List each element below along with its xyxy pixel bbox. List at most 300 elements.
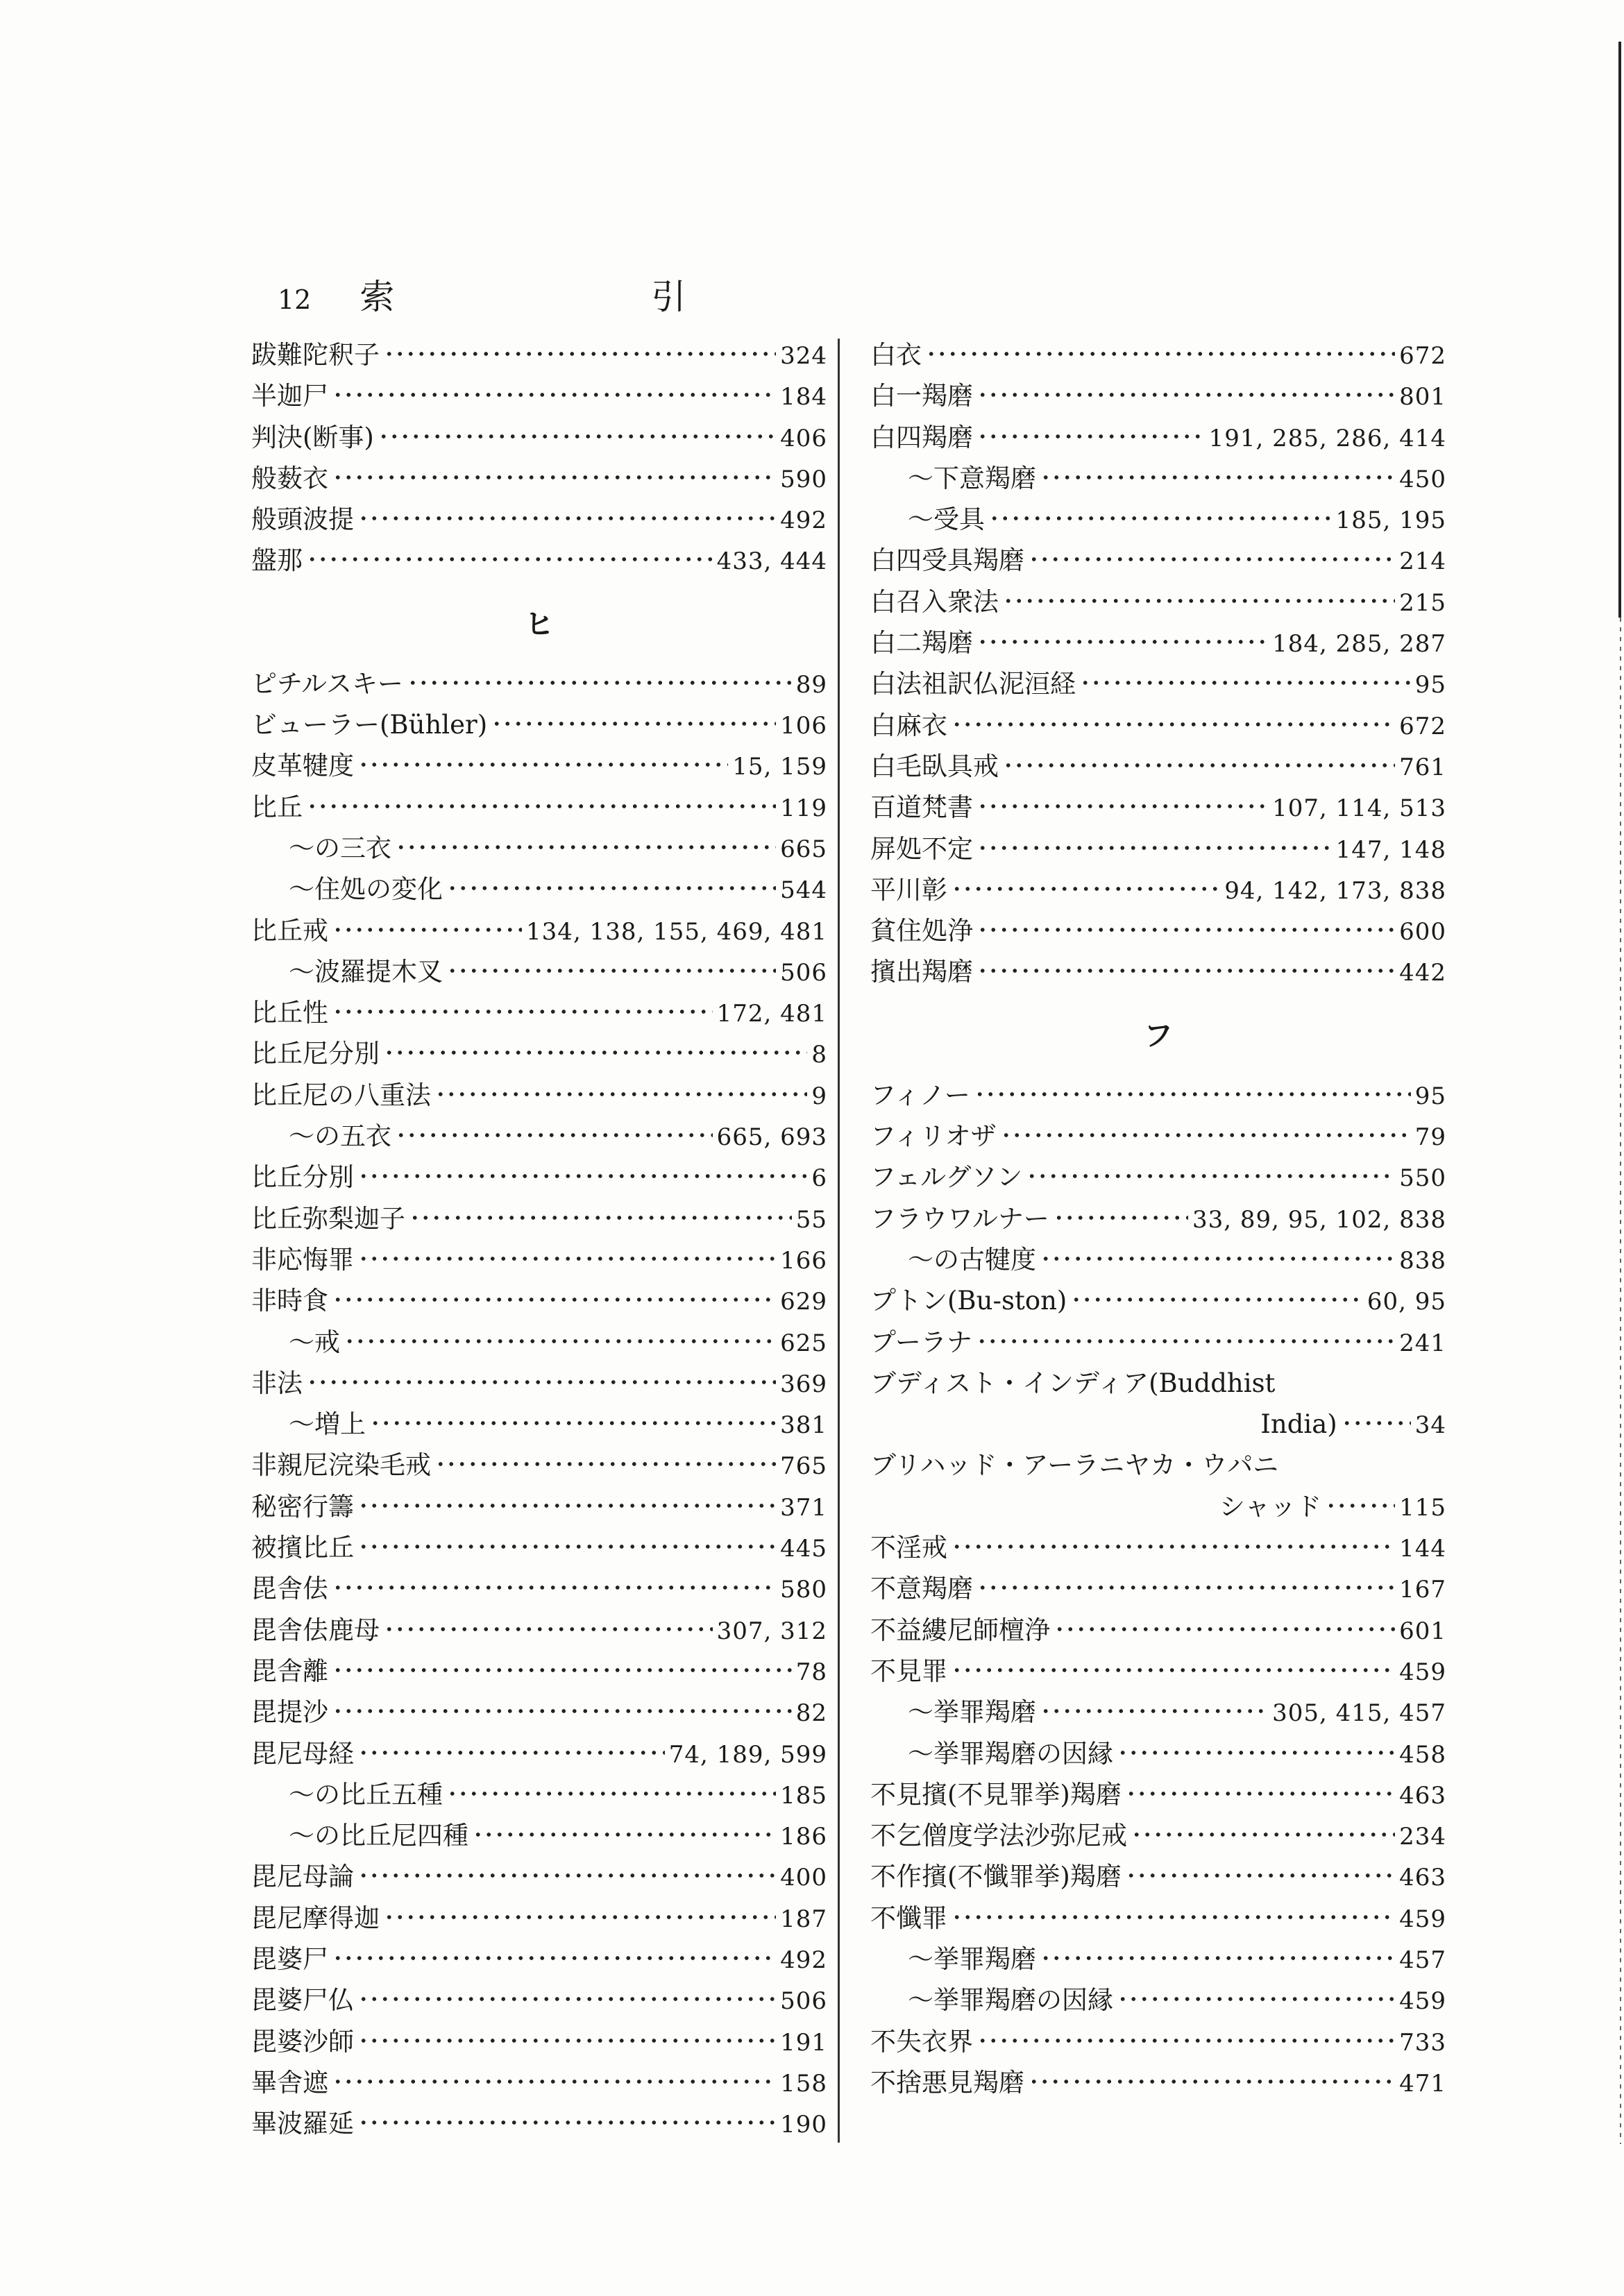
column-divider xyxy=(838,339,840,2143)
leader-dots xyxy=(977,926,1395,934)
entry-pages: 672 xyxy=(1399,712,1446,740)
leader-dots xyxy=(951,1666,1395,1674)
index-entry xyxy=(251,2103,827,2144)
entry-pages: 629 xyxy=(780,1288,827,1316)
entry-pages: 371 xyxy=(780,1493,827,1522)
entry-term: ～挙罪羯磨の因縁 xyxy=(908,1985,1113,2016)
entry-pages: 9 xyxy=(811,1082,827,1110)
entry-pages: 459 xyxy=(1399,1658,1446,1686)
entry-term: 畢舎遮 xyxy=(251,2067,328,2098)
entry-term: フィノー xyxy=(870,1080,970,1110)
entry-pages: 184, 285, 287 xyxy=(1272,630,1446,658)
leader-dots xyxy=(384,1048,807,1057)
index-entry xyxy=(870,869,1446,910)
index-entry xyxy=(251,1980,827,2021)
section-heading: ヒ xyxy=(524,606,554,641)
leader-dots xyxy=(358,2036,776,2045)
leader-dots xyxy=(951,885,1220,893)
entry-pages: 733 xyxy=(1399,2028,1446,2057)
leader-dots xyxy=(358,2118,776,2127)
leader-dots xyxy=(332,1295,776,1304)
index-entry xyxy=(251,417,827,458)
leader-dots xyxy=(1029,2077,1395,2086)
entry-term: 不益縷尼師檀浄 xyxy=(870,1615,1050,1645)
entry-term: ～増上 xyxy=(289,1409,366,1440)
entry-pages: 459 xyxy=(1399,1987,1446,2016)
leader-dots xyxy=(358,514,776,522)
index-entry xyxy=(870,1527,1446,1568)
entry-pages: 79 xyxy=(1414,1123,1446,1152)
leader-dots xyxy=(435,1460,776,1468)
entry-pages: 445 xyxy=(780,1535,827,1563)
entry-pages: 185, 195 xyxy=(1335,507,1446,535)
entry-pages: 186 xyxy=(780,1823,827,1851)
leader-dots xyxy=(358,1542,776,1551)
entry-pages: 406 xyxy=(780,424,827,452)
entry-pages: 234 xyxy=(1399,1823,1446,1851)
entry-pages: 672 xyxy=(1399,342,1446,370)
entry-term: 擯出羯磨 xyxy=(870,957,973,987)
entry-term: ビューラー(Bühler) xyxy=(251,710,488,740)
entry-pages: 457 xyxy=(1399,1946,1446,1974)
entry-term: 畢波羅延 xyxy=(251,2109,354,2139)
index-entry xyxy=(870,2021,1446,2062)
page-edge-line xyxy=(1618,42,1621,618)
entry-term: 皮革犍度 xyxy=(251,751,354,781)
entry-term: 白衣 xyxy=(870,340,922,370)
leader-dots xyxy=(491,720,776,728)
leader-dots xyxy=(396,843,776,851)
entry-pages: 185 xyxy=(780,1781,827,1810)
leader-dots xyxy=(358,1172,807,1180)
entry-term: 判決(断事) xyxy=(251,422,374,452)
leader-dots xyxy=(977,638,1268,646)
entry-term: ブリハッド・アーラニヤカ・ウパニ xyxy=(870,1450,1279,1481)
index-entry xyxy=(870,1815,1446,1856)
leader-dots xyxy=(435,1090,807,1098)
leader-dots xyxy=(1054,1214,1188,1222)
leader-dots xyxy=(307,555,713,563)
leader-dots xyxy=(447,967,776,975)
leader-dots xyxy=(332,1954,776,1962)
entry-pages: 305, 415, 457 xyxy=(1272,1699,1446,1728)
leader-dots xyxy=(977,802,1268,810)
entry-pages: 458 xyxy=(1399,1740,1446,1769)
entry-term: 白二羯磨 xyxy=(870,628,973,658)
leader-dots xyxy=(989,514,1332,522)
entry-pages: 665 xyxy=(780,835,827,863)
index-entry xyxy=(870,1075,1446,1116)
entry-term: 被擯比丘 xyxy=(251,1533,354,1563)
entry-pages: 625 xyxy=(780,1329,827,1357)
leader-dots xyxy=(1026,1172,1395,1180)
index-entry xyxy=(251,540,827,581)
leader-dots xyxy=(370,1419,776,1427)
index-entry xyxy=(251,2062,827,2103)
entry-pages: 665, 693 xyxy=(716,1123,827,1152)
entry-term: ～住処の変化 xyxy=(289,874,443,905)
index-entry xyxy=(251,1568,827,1609)
entry-term: 白毛臥具戒 xyxy=(870,751,999,781)
entry-pages: 241 xyxy=(1399,1329,1446,1357)
leader-dots xyxy=(977,2036,1395,2045)
entry-pages: 166 xyxy=(780,1246,827,1275)
index-subentry xyxy=(251,1116,827,1157)
entry-pages: 506 xyxy=(780,958,827,987)
leader-dots xyxy=(1131,1830,1395,1839)
leader-dots xyxy=(307,1378,776,1386)
entry-pages: 190 xyxy=(780,2111,827,2139)
index-entry xyxy=(251,2021,827,2062)
entry-pages: 119 xyxy=(780,794,827,822)
leader-dots xyxy=(332,391,776,399)
entry-pages: 167 xyxy=(1399,1576,1446,1604)
entry-term-continued: India) xyxy=(1260,1409,1337,1440)
leader-dots xyxy=(977,844,1332,852)
index-entry xyxy=(251,1856,827,1897)
leader-dots xyxy=(1126,1871,1395,1880)
leader-dots xyxy=(332,926,522,934)
entry-pages: 82 xyxy=(795,1699,827,1728)
entry-term: 般薮衣 xyxy=(251,463,328,493)
leader-dots xyxy=(977,1583,1395,1592)
entry-term: 比丘尼分別 xyxy=(251,1039,380,1069)
leader-dots xyxy=(384,350,776,358)
leader-dots xyxy=(977,391,1395,399)
index-subentry xyxy=(870,1692,1446,1733)
index-subentry xyxy=(870,1239,1446,1280)
index-entry xyxy=(251,1651,827,1692)
entry-term: 非応悔罪 xyxy=(251,1244,354,1275)
entry-term: 不懺罪 xyxy=(870,1903,947,1933)
leader-dots xyxy=(926,350,1395,358)
index-column-right xyxy=(870,334,1446,2103)
leader-dots xyxy=(1003,761,1395,769)
entry-term: 白一羯磨 xyxy=(870,381,973,411)
entry-term: ～下意羯磨 xyxy=(908,463,1036,493)
entry-pages: 765 xyxy=(780,1452,827,1481)
entry-term: ～挙罪羯磨 xyxy=(908,1944,1036,1974)
entry-term: 盤那 xyxy=(251,545,303,576)
entry-term: 不捨悪見羯磨 xyxy=(870,2067,1024,2098)
leader-dots xyxy=(974,1090,1411,1098)
index-entry xyxy=(870,375,1446,416)
index-subentry xyxy=(870,458,1446,499)
index-entry xyxy=(251,704,827,745)
index-entry xyxy=(251,1075,827,1116)
entry-pages: 107, 114, 513 xyxy=(1272,794,1446,823)
entry-pages: 15, 159 xyxy=(732,753,827,781)
entry-pages: 459 xyxy=(1399,1905,1446,1933)
index-subentry xyxy=(251,1774,827,1815)
entry-pages: 506 xyxy=(780,1987,827,2016)
entry-term: 比丘 xyxy=(251,792,303,822)
entry-pages: 191, 285, 286, 414 xyxy=(1208,424,1446,452)
leader-dots xyxy=(1040,1954,1395,1962)
index-entry xyxy=(251,1898,827,1939)
index-subentry xyxy=(251,1404,827,1445)
leader-dots xyxy=(358,760,728,769)
entry-pages: 761 xyxy=(1399,753,1446,781)
entry-pages: 601 xyxy=(1399,1617,1446,1645)
index-entry xyxy=(251,1445,827,1486)
entry-pages: 590 xyxy=(780,465,827,493)
entry-term: 白召入衆法 xyxy=(870,586,999,617)
page-header xyxy=(278,269,797,319)
entry-pages: 324 xyxy=(780,342,827,370)
entry-term: 比丘戒 xyxy=(251,915,328,946)
section-heading: フ xyxy=(1143,1018,1173,1053)
entry-term: ピチルスキー xyxy=(251,668,404,699)
entry-term: 比丘尼の八重法 xyxy=(251,1080,431,1110)
leader-dots xyxy=(384,1913,776,1921)
entry-term: 屏処不定 xyxy=(870,833,973,864)
entry-pages: 147, 148 xyxy=(1335,835,1446,864)
leader-dots xyxy=(1326,1502,1395,1510)
index-entry xyxy=(251,745,827,786)
index-entry xyxy=(251,1280,827,1321)
entry-pages: 550 xyxy=(1399,1164,1446,1193)
leader-dots xyxy=(1054,1625,1395,1633)
leader-dots xyxy=(1040,1707,1268,1715)
index-entry xyxy=(251,1198,827,1239)
index-entry xyxy=(251,1692,827,1733)
index-entry xyxy=(870,2062,1446,2103)
entry-pages: 600 xyxy=(1399,918,1446,946)
index-subentry xyxy=(870,1733,1446,1774)
entry-term: ～波羅提木叉 xyxy=(289,956,443,987)
leader-dots xyxy=(358,1995,776,2003)
entry-pages: 381 xyxy=(780,1411,827,1440)
entry-term: ～の古犍度 xyxy=(908,1244,1036,1275)
page-number: 12 xyxy=(278,284,312,315)
leader-dots xyxy=(977,432,1205,441)
entry-pages: 6 xyxy=(811,1164,827,1193)
page-edge-dashed xyxy=(1620,618,1621,2144)
leader-dots xyxy=(409,1214,792,1222)
index-entry xyxy=(870,334,1446,375)
entry-pages: 55 xyxy=(795,1205,827,1234)
index-entry xyxy=(251,375,827,416)
entry-pages: 184 xyxy=(780,383,827,411)
index-entry xyxy=(251,1363,827,1404)
entry-term: ～挙罪羯磨の因縁 xyxy=(908,1738,1113,1769)
leader-dots xyxy=(1040,1255,1395,1263)
leader-dots xyxy=(976,1337,1395,1345)
entry-term: フィリオザ xyxy=(870,1121,997,1152)
entry-pages: 134, 138, 155, 469, 481 xyxy=(526,917,827,946)
index-entry xyxy=(870,622,1446,663)
entry-term: 毘提沙 xyxy=(251,1697,328,1728)
entry-pages: 442 xyxy=(1399,959,1446,987)
index-entry xyxy=(870,1198,1446,1239)
leader-dots xyxy=(951,1542,1395,1551)
entry-term: ～の比丘尼四種 xyxy=(289,1821,468,1851)
entry-term: 平川彰 xyxy=(870,874,947,905)
entry-term: 不乞僧度学法沙弥尼戒 xyxy=(870,1821,1127,1851)
entry-term: ～の五衣 xyxy=(289,1121,391,1152)
index-entry xyxy=(870,663,1446,704)
leader-dots xyxy=(407,679,792,687)
index-subentry xyxy=(870,499,1446,540)
index-entry xyxy=(251,1486,827,1527)
index-subentry xyxy=(870,1980,1446,2021)
entry-pages: 191 xyxy=(780,2028,827,2057)
entry-pages: 400 xyxy=(780,1864,827,1892)
leader-dots xyxy=(358,1255,776,1263)
leader-dots xyxy=(1071,1295,1362,1304)
entry-pages: 544 xyxy=(780,876,827,905)
leader-dots xyxy=(951,720,1395,729)
entry-pages: 215 xyxy=(1399,588,1446,617)
leader-dots xyxy=(332,2077,776,2086)
index-subentry xyxy=(251,1815,827,1856)
index-entry xyxy=(251,787,827,828)
index-entry xyxy=(870,540,1446,581)
leader-dots xyxy=(1040,473,1395,482)
entry-term: 非法 xyxy=(251,1368,303,1398)
entry-term-continued: シャッド xyxy=(1219,1491,1322,1522)
entry-term: 半迦尸 xyxy=(251,381,328,411)
entry-term: 秘密行籌 xyxy=(251,1491,354,1522)
index-entry xyxy=(870,581,1446,622)
leader-dots xyxy=(1003,597,1395,605)
entry-pages: 115 xyxy=(1399,1493,1446,1522)
entry-pages: 214 xyxy=(1399,547,1446,576)
entry-pages: 433, 444 xyxy=(716,547,827,576)
entry-term: 跋難陀釈子 xyxy=(251,340,380,370)
entry-pages: 172, 481 xyxy=(716,1000,827,1028)
entry-term: 不見擯(不見罪挙)羯磨 xyxy=(870,1779,1122,1810)
entry-term: プトン(Bu-ston) xyxy=(870,1286,1067,1316)
entry-pages: 801 xyxy=(1399,383,1446,411)
index-subentry xyxy=(870,1939,1446,1980)
entry-term: 比丘弥梨迦子 xyxy=(251,1203,405,1234)
leader-dots xyxy=(1342,1419,1411,1427)
index-entry xyxy=(870,828,1446,869)
entry-term: フラウワルナー xyxy=(870,1203,1049,1234)
entry-pages: 34 xyxy=(1414,1411,1446,1440)
entry-term: 不失衣界 xyxy=(870,2026,973,2057)
index-entry xyxy=(870,1898,1446,1939)
entry-pages: 450 xyxy=(1399,465,1446,493)
index-entry xyxy=(870,1280,1446,1321)
index-entry xyxy=(251,1033,827,1074)
entry-term: 毘尼母経 xyxy=(251,1738,354,1769)
index-entry xyxy=(870,1610,1446,1651)
page-title: 索 引 xyxy=(360,277,797,317)
index-entry xyxy=(870,1856,1446,1897)
entry-pages: 60, 95 xyxy=(1367,1288,1446,1316)
leader-dots xyxy=(1126,1789,1395,1798)
index-entry xyxy=(870,1363,1446,1404)
entry-term: 毘婆沙師 xyxy=(251,2026,354,2057)
entry-term: 非親尼浣染毛戒 xyxy=(251,1450,431,1481)
entry-pages: 89 xyxy=(795,670,827,699)
entry-pages: 33, 89, 95, 102, 838 xyxy=(1192,1205,1446,1234)
index-entry xyxy=(870,705,1446,746)
index-entry xyxy=(251,663,827,704)
leader-dots xyxy=(473,1830,776,1839)
entry-term: 毘舎佉鹿母 xyxy=(251,1615,380,1645)
index-entry xyxy=(251,334,827,375)
index-entry xyxy=(251,1733,827,1774)
index-entry xyxy=(870,1445,1446,1486)
index-entry xyxy=(251,1939,827,1980)
index-subentry xyxy=(251,828,827,869)
entry-term: ～戒 xyxy=(289,1327,340,1357)
entry-term: 比丘性 xyxy=(251,998,328,1028)
entry-pages: 492 xyxy=(780,507,827,535)
entry-term: 般頭波提 xyxy=(251,504,354,535)
entry-term: ～受具 xyxy=(908,504,985,535)
entry-pages: 95 xyxy=(1414,671,1446,699)
entry-term: 白四羯磨 xyxy=(870,422,973,452)
index-subentry xyxy=(251,951,827,992)
entry-pages: 463 xyxy=(1399,1864,1446,1892)
entry-pages: 838 xyxy=(1399,1246,1446,1275)
leader-dots xyxy=(332,473,776,482)
entry-term: 毘婆尸 xyxy=(251,1944,328,1974)
entry-term: 毘舎離 xyxy=(251,1656,328,1686)
leader-dots xyxy=(1029,555,1395,563)
leader-dots xyxy=(332,1707,792,1715)
index-entry xyxy=(870,746,1446,787)
entry-term: 不淫戒 xyxy=(870,1533,947,1563)
entry-pages: 95 xyxy=(1414,1082,1446,1110)
entry-pages: 106 xyxy=(780,712,827,740)
index-subentry xyxy=(251,869,827,910)
entry-pages: 8 xyxy=(811,1041,827,1069)
leader-dots xyxy=(977,967,1395,975)
entry-pages: 369 xyxy=(780,1370,827,1398)
entry-term: 不作擯(不懺罪挙)羯磨 xyxy=(870,1862,1122,1892)
leader-dots xyxy=(332,1007,713,1016)
entry-pages: 471 xyxy=(1399,2069,1446,2098)
index-entry xyxy=(870,1651,1446,1692)
entry-term: 貧住処浄 xyxy=(870,916,973,946)
index-entry xyxy=(870,910,1446,951)
entry-pages: 74, 189, 599 xyxy=(668,1740,827,1769)
leader-dots xyxy=(1001,1131,1411,1139)
index-entry xyxy=(870,1568,1446,1609)
entry-term: 不意羯磨 xyxy=(870,1574,973,1604)
entry-pages: 144 xyxy=(1399,1535,1446,1563)
entry-pages: 78 xyxy=(795,1658,827,1686)
leader-dots xyxy=(1080,679,1411,687)
leader-dots xyxy=(307,802,776,810)
entry-continuation xyxy=(870,1404,1446,1445)
entry-term: ブディスト・インディア(Buddhist xyxy=(870,1368,1276,1398)
index-entry xyxy=(251,1239,827,1280)
leader-dots xyxy=(344,1337,776,1345)
entry-term: フェルグソン xyxy=(870,1162,1023,1193)
index-entry xyxy=(251,1610,827,1651)
index-entry xyxy=(251,1527,827,1568)
index-entry xyxy=(870,951,1446,992)
entry-pages: 307, 312 xyxy=(716,1617,827,1645)
entry-term: 毘婆尸仏 xyxy=(251,1985,354,2016)
entry-pages: 94, 142, 173, 838 xyxy=(1224,876,1446,905)
entry-term: ～の三衣 xyxy=(289,833,391,863)
leader-dots xyxy=(332,1666,792,1674)
entry-term: ～の比丘五種 xyxy=(289,1779,443,1810)
index-entry xyxy=(870,1322,1446,1363)
entry-term: 非時食 xyxy=(251,1286,328,1316)
entry-pages: 492 xyxy=(780,1946,827,1974)
index-column-left xyxy=(251,334,827,2144)
leader-dots xyxy=(358,1871,776,1880)
